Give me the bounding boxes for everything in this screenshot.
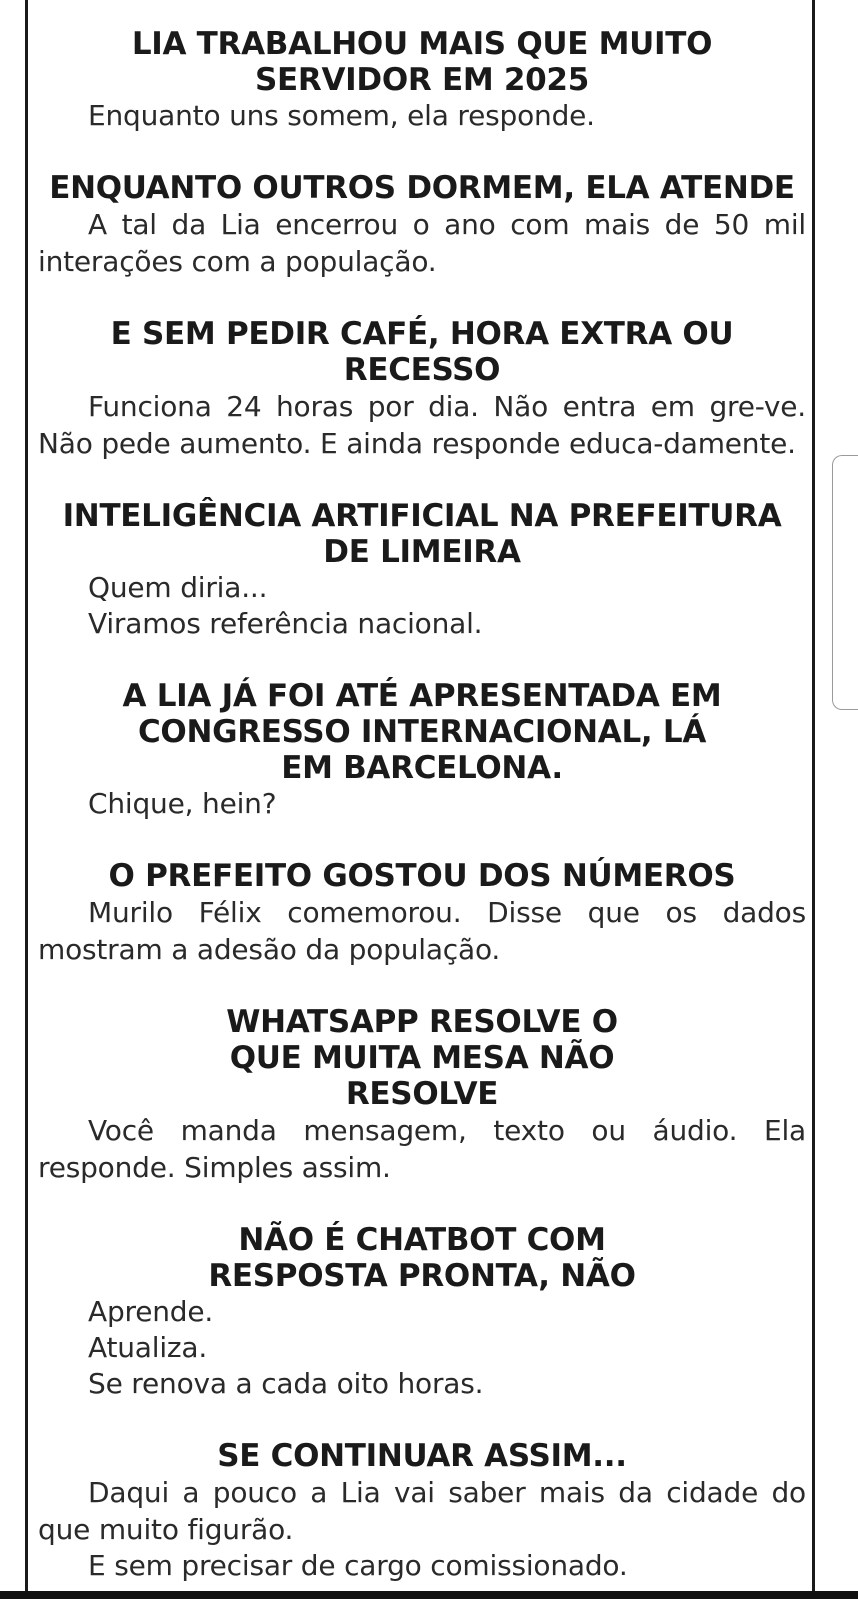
bottom-rule — [0, 1591, 858, 1599]
headline: ENQUANTO OUTROS DORMEM, ELA ATENDE — [49, 170, 795, 206]
body-paragraph: Você manda mensagem, texto ou áudio. Ela responde. Simples assim. — [38, 1114, 806, 1184]
headline: NÃO É CHATBOT COM RESPOSTA PRONTA, NÃO — [208, 1222, 636, 1294]
body-line: Atualiza. — [88, 1331, 208, 1364]
section-se-continuar — [38, 1438, 806, 1584]
column-rule-right — [812, 0, 815, 1599]
column-rule-left — [25, 0, 28, 1599]
section-sem-pedir-cafe — [38, 316, 806, 462]
body-paragraph: Funciona 24 horas por dia. Não entra em gre-ve. Não pede aumento. E ainda responde educa-damente. — [38, 390, 806, 460]
body-line: Aprende. — [88, 1295, 214, 1328]
body-line: Enquanto uns somem, ela responde. — [88, 99, 595, 132]
headline: SE CONTINUAR ASSIM... — [217, 1438, 627, 1474]
body-line: Viramos referência nacional. — [88, 607, 483, 640]
body-line: E sem precisar de cargo comissionado. — [88, 1549, 628, 1582]
news-column — [38, 26, 806, 1620]
headline: WHATSAPP RESOLVE O QUE MUITA MESA NÃO RESOLVE — [226, 1004, 618, 1112]
headline: A LIA JÁ FOI ATÉ APRESENTADA EM CONGRESSO INTERNACIONAL, LÁ EM BARCELONA. — [122, 678, 722, 786]
headline: LIA TRABALHOU MAIS QUE MUITO SERVIDOR EM 2025 — [131, 26, 713, 98]
headline: INTELIGÊNCIA ARTIFICIAL NA PREFEITURA DE LIMEIRA — [62, 498, 782, 570]
body-paragraph: Daqui a pouco a Lia vai saber mais da cidade do que muito figurão. — [38, 1476, 806, 1546]
section-inteligencia-artificial — [38, 498, 806, 642]
body-paragraph: A tal da Lia encerrou o ano com mais de 50 mil interações com a população. — [38, 208, 806, 278]
body-line: Se renova a cada oito horas. — [88, 1367, 484, 1400]
body-line: Quem diria... — [88, 571, 268, 604]
scroll-handle[interactable] — [832, 455, 858, 710]
section-barcelona — [38, 678, 806, 822]
section-whatsapp — [38, 1004, 806, 1186]
section-prefeito — [38, 858, 806, 968]
headline: E SEM PEDIR CAFÉ, HORA EXTRA OU RECESSO — [110, 316, 734, 388]
body-line: Chique, hein? — [88, 787, 277, 820]
section-enquanto-outros — [38, 170, 806, 280]
headline: O PREFEITO GOSTOU DOS NÚMEROS — [108, 858, 736, 894]
body-paragraph: Murilo Félix comemorou. Disse que os dados mostram a adesão da população. — [38, 896, 806, 966]
section-lia-trabalhou — [38, 26, 806, 134]
section-chatbot — [38, 1222, 806, 1402]
